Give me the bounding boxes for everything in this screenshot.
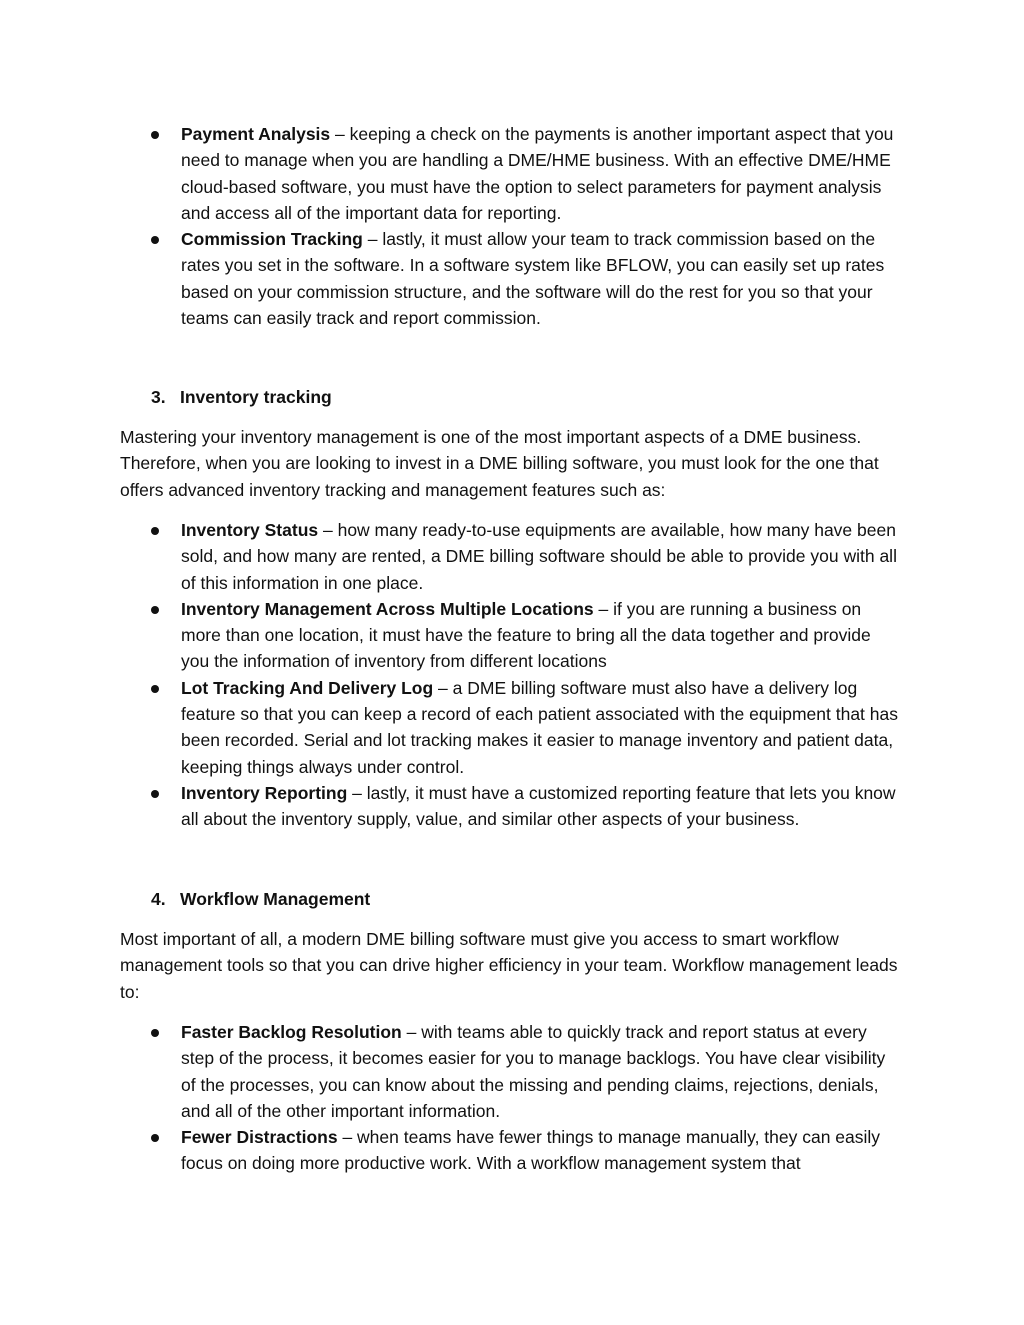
heading-title: Workflow Management xyxy=(180,889,371,909)
bullet-term: Commission Tracking xyxy=(181,229,363,250)
bullet-icon xyxy=(151,236,159,244)
section-4-intro xyxy=(120,926,910,1005)
bullet-term: Inventory Reporting xyxy=(181,782,348,803)
section-3 xyxy=(120,384,332,410)
bullet-text: – lastly, it must have a customized reporting feature that lets you know all about the inventory supply, value, and similar other aspects of your business. xyxy=(181,782,896,830)
bullet-icon xyxy=(151,527,159,535)
bullet-icon xyxy=(151,685,159,693)
bullet-icon xyxy=(151,790,159,798)
bullet-icon xyxy=(151,1029,159,1037)
bullet-term: Inventory Management Across Multiple Locations xyxy=(181,598,594,619)
section-heading xyxy=(120,886,370,912)
bullet-term: Lot Tracking And Delivery Log xyxy=(181,677,434,698)
workflow-benefits-list xyxy=(120,1019,903,1177)
bullet-term: Faster Backlog Resolution xyxy=(181,1022,402,1042)
list-item xyxy=(120,780,903,833)
bullet-term: Payment Analysis xyxy=(181,124,331,144)
paragraph: Mastering your inventory management is one of the most important aspects of a DME business. Therefore, when you are looking to invest in a DME billing software, you must look for the one that offers advanced inventory tracking and management features such as: xyxy=(120,427,879,500)
section-heading xyxy=(120,384,332,410)
bullet-term: Inventory Status xyxy=(181,520,319,540)
list-item xyxy=(120,596,903,675)
bullet-text: – with teams able to quickly track and report status at every step of the process, it becomes easier for you to manage backlogs. You have clear visibility of the processes, you can know about the missing and pending claims, rejections, denials, and all of the other important information. xyxy=(181,1022,886,1121)
heading-number: 4. xyxy=(151,889,166,909)
list-item xyxy=(120,1019,903,1124)
bullet-term: Fewer Distractions xyxy=(181,1127,338,1148)
bullet-icon xyxy=(151,1134,159,1142)
list-item xyxy=(120,226,903,331)
section-3-intro xyxy=(120,424,910,503)
bullet-icon xyxy=(151,606,159,614)
bullet-text: – when teams have fewer things to manage manually, they can easily focus on doing more productive work. With a workflow management system that xyxy=(181,1127,881,1174)
heading-title: Inventory tracking xyxy=(180,387,332,407)
section-4 xyxy=(120,886,370,912)
list-item xyxy=(120,121,903,226)
list-item xyxy=(120,675,903,780)
bullet-text: – lastly, it must allow your team to track commission based on the rates you set in the software. In a software system like BFLOW, you can easily set up rates based on your commission structure, and the software will do the rest for you so that your teams can easily track and report commission. xyxy=(181,229,885,329)
bullet-text: – how many ready-to-use equipments are available, how many have been sold, and how many are rented, a DME billing software should be able to provide you with all of this information in one place. xyxy=(181,520,897,593)
bullet-text: – a DME billing software must also have a delivery log feature so that you can keep a record of each patient associated with the equipment that has been recorded. Serial and lot tracking makes it easier to manage inventory and patient data, keeping things always under control. xyxy=(181,677,898,777)
bullet-text: – keeping a check on the payments is another important aspect that you need to manage when you are handling a DME/HME business. With an effective DME/HME cloud-based software, you must have the option to select parameters for payment analysis and access all of the important data for reporting. xyxy=(181,124,894,223)
payment-commission-list xyxy=(120,121,903,331)
paragraph: Most important of all, a modern DME billing software must give you access to smart workflow management tools so that you can drive higher efficiency in your team. Workflow management leads to: xyxy=(120,929,898,1002)
list-item xyxy=(120,1124,903,1177)
bullet-text: – if you are running a business on more than one location, it must have the feature to bring all the data together and provide you the information of inventory from different locations xyxy=(181,598,871,672)
list-item xyxy=(120,517,903,596)
inventory-features-list xyxy=(120,517,903,833)
bullet-icon xyxy=(151,131,159,139)
heading-number: 3. xyxy=(151,387,166,407)
